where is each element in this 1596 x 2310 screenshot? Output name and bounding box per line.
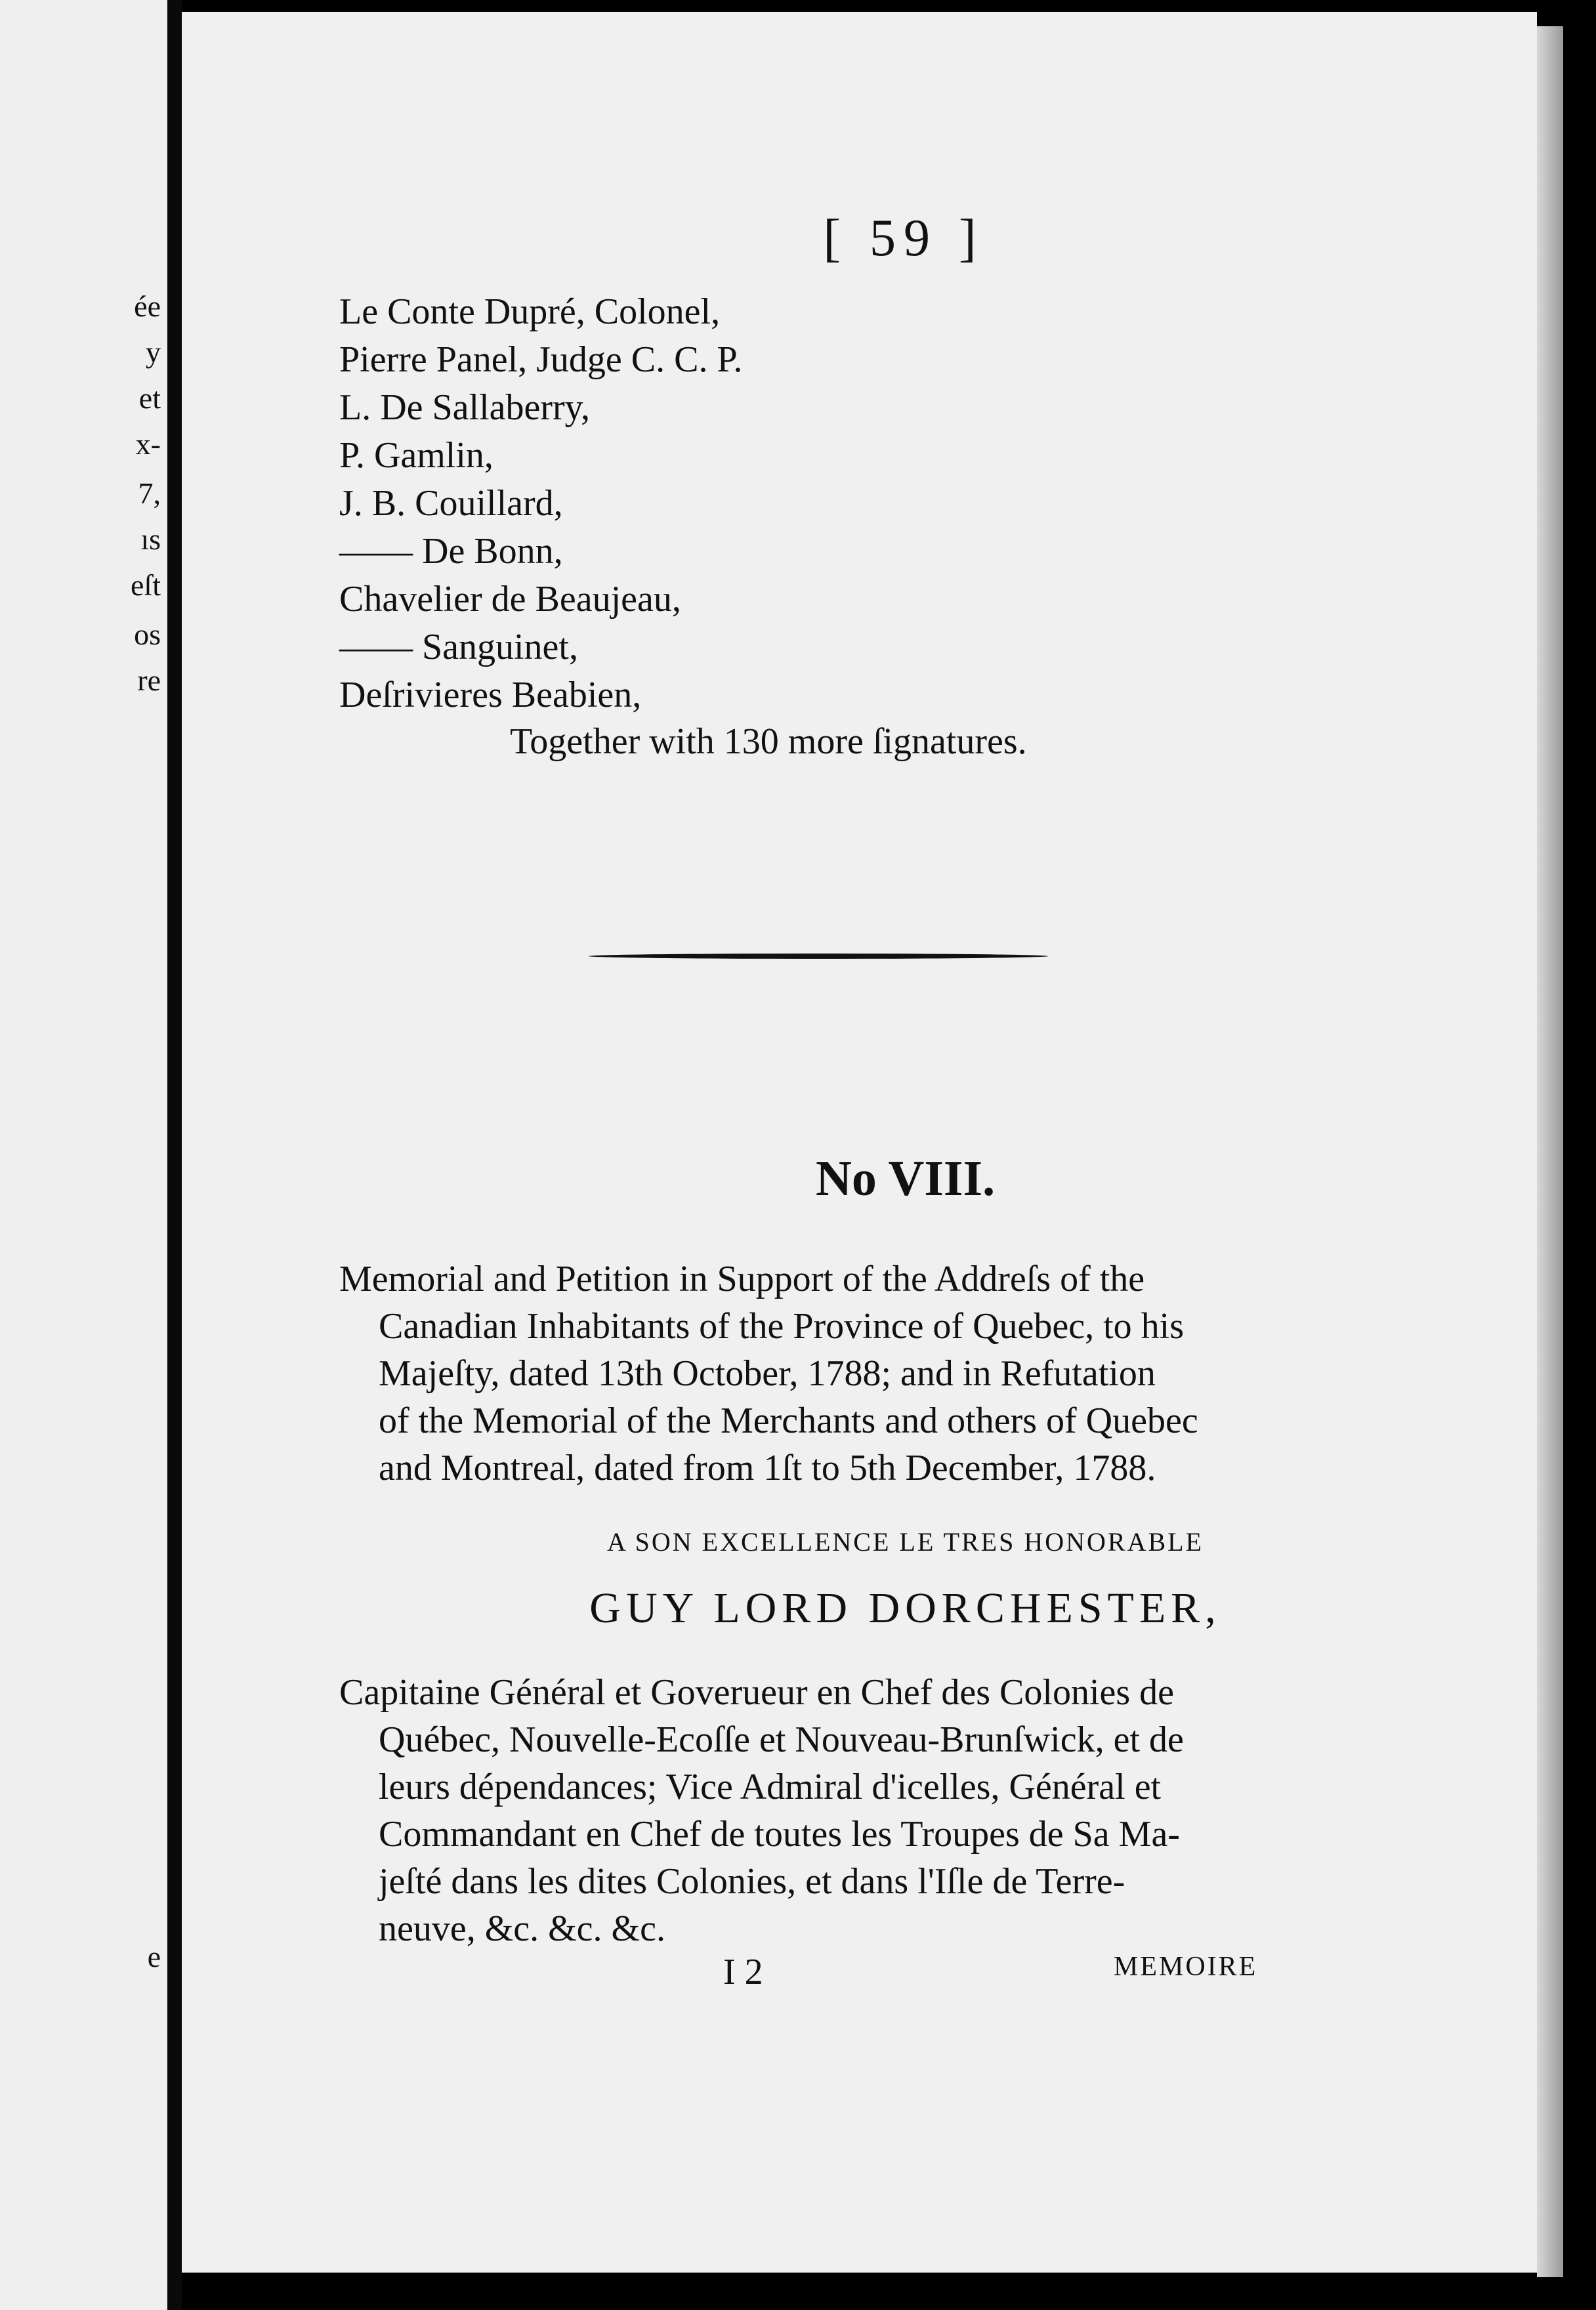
section-divider-rule: [589, 954, 1048, 959]
right-page: [182, 12, 1537, 2273]
signature-line: Deſrivieres Beabien,: [339, 675, 642, 715]
signature-line: —— Sanguinet,: [339, 627, 578, 667]
addressee-titles: [339, 1669, 1324, 1952]
addressee-title-line: Québec, Nouvelle-Ecoſſe et Nouveau-Brunſwick, et de: [379, 1719, 1184, 1760]
addressee-title-line: Capitaine Général et Goverueur en Chef des Colonies de: [339, 1672, 1175, 1713]
page-number: [ 59 ]: [823, 209, 984, 267]
memorial-title-line: Majeſty, dated 13th October, 1788; and in Refutation: [379, 1353, 1156, 1394]
memorial-title-line: Memorial and Petition in Support of the Addreſs of the: [339, 1259, 1145, 1299]
signature-line: J. B. Couillard,: [339, 483, 563, 524]
left-page: [0, 0, 167, 2310]
addressee-title-line: Commandant en Chef de toutes les Troupes de Sa Ma-: [379, 1814, 1180, 1855]
memorial-title-line: Canadian Inhabitants of the Province of Quebec, to his: [379, 1306, 1184, 1347]
memorial-title-line: and Montreal, dated from 1ſt to 5th December, 1788.: [379, 1448, 1156, 1488]
page-edge: [1537, 26, 1563, 2277]
left-page-fragment: y: [146, 335, 161, 369]
left-page-fragment: 7,: [138, 476, 161, 510]
left-page-fragment: os: [134, 618, 161, 651]
memorial-title-line: of the Memorial of the Merchants and others of Quebec: [379, 1400, 1198, 1441]
addressee-title-line: neuve, &c. &c. &c.: [379, 1908, 665, 1949]
addressee-name: GUY LORD DORCHESTER,: [589, 1584, 1221, 1632]
left-page-fragment: et: [138, 381, 161, 415]
page-content: [182, 12, 1537, 2273]
left-page-fragment: ée: [134, 289, 161, 323]
address-salutation: A SON EXCELLENCE LE TRES HONORABLE: [606, 1527, 1204, 1557]
left-page-fragment: x-: [135, 427, 161, 461]
signature-line: —— De Bonn,: [339, 531, 563, 572]
memorial-title: [339, 1255, 1311, 1492]
left-page-fragment: e: [147, 1940, 161, 1973]
catchword: MEMOIRE: [1114, 1952, 1258, 1982]
signature-line: L. De Sallaberry,: [339, 387, 590, 428]
left-page-fragment: eſt: [131, 568, 161, 602]
left-page-fragment: ıs: [140, 522, 161, 556]
signature-count-line: Together with 130 more ſignatures.: [510, 721, 1027, 762]
printer-signature-mark: I 2: [723, 1952, 763, 1992]
section-number-heading: No VIII.: [815, 1151, 996, 1206]
signature-line: Chavelier de Beaujeau,: [339, 579, 681, 620]
signature-line: P. Gamlin,: [339, 435, 494, 476]
signature-line: Pierre Panel, Judge C. C. P.: [339, 339, 743, 380]
signature-line: Le Conte Dupré, Colonel,: [339, 291, 721, 332]
left-page-fragment: re: [137, 663, 161, 697]
addressee-title-line: jeſté dans les dites Colonies, et dans l'Iſle de Terre-: [379, 1861, 1125, 1902]
book-gutter: [167, 0, 182, 2310]
addressee-title-line: leurs dépendances; Vice Admiral d'icelles, Général et: [379, 1767, 1162, 1807]
